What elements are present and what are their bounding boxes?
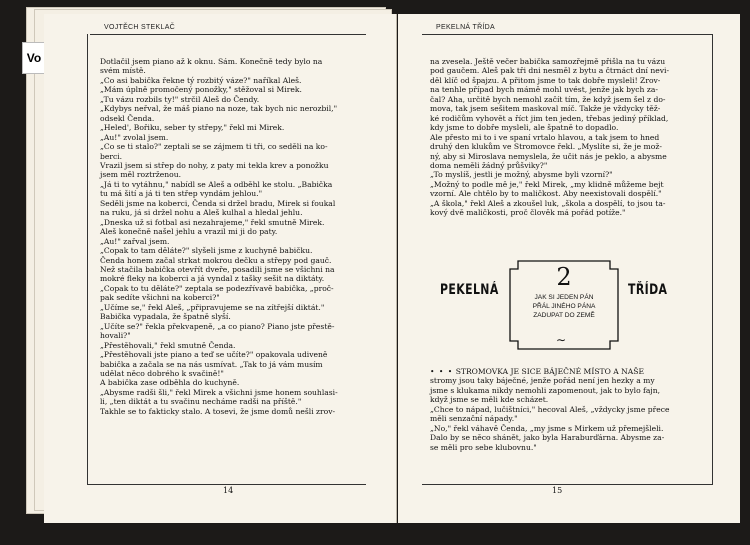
text-line: měli senzační nápady." <box>430 414 518 424</box>
text-line: mova, tak jsem sešitem maskoval míč. Takže je vždycky těž- <box>430 104 661 114</box>
text-line: „Možný to podle mě je," řekl Mirek, „my klidně můžeme bejt <box>430 179 664 189</box>
text-line: mokré fleky na koberci a já vyndal z tašky sešit na diktáty. <box>100 274 325 284</box>
text-line: „Co asi babička řekne tý rozbitý váze?" naříkal Aleš. <box>100 75 302 85</box>
text-line: „Přestěhovali," řekl smutně Čenda. <box>100 340 236 350</box>
chapter-subtitle-line: ZADUPAT DO ZEMĚ <box>533 312 595 320</box>
text-line: pod gaučem. Aleš pak tři dni nesměl z bytu a čtrnáct dní nevi- <box>430 66 670 76</box>
text-line: Seděli jsme na koberci, Čenda si držel bradu, Mirek si foukal <box>100 198 336 208</box>
text-line: pak sedíte všichni na koberci?" <box>100 293 220 303</box>
text-line: „Já ti to vytáhnu," nabídl se Aleš a odběhl ke stolu. „Babička <box>100 179 333 189</box>
text-line: Ale přesto mi to i ve spaní vrtalo hlavou, a tak jsem to hned <box>430 132 660 142</box>
text-line: „Dneska už si fotbal asi nezahrajeme," řekl smutně Mirek. <box>100 217 325 227</box>
text-line: ké rodičům vyhovět a říct jim ten jeden, třebas jediný příklad, <box>430 113 669 123</box>
right-page-body-top <box>430 57 700 218</box>
text-line: stromy jsou taky báječné, jenže pořád není jen hezky a my <box>430 376 655 386</box>
text-line: „Heled', Bořiku, seber ty střepy," řekl mi Mirek. <box>100 123 285 133</box>
text-line: „Učíme se," řekl Aleš, „připravujeme se na zítřejší diktát." <box>100 302 325 312</box>
right-top-rule <box>422 34 712 35</box>
right-bottom-rule <box>422 484 713 485</box>
text-line: druhý den klukům ve Stromovce řekl. „Myslíte si, že je mož- <box>430 142 662 152</box>
chapter-title-right-word: TŘÍDA <box>628 282 668 298</box>
text-line: kový dvě maličkosti, proč člověk má pořád potíže." <box>430 208 626 218</box>
text-line: li, „ten diktát a tu svačinu necháme radši na příště." <box>100 397 302 407</box>
text-line: ný, aby si Miroslava nemyslela, že učit nás je peklo, a abysme <box>430 151 667 161</box>
text-line: „Učíte se?" řekla překvapeně, „a co piano? Piano jste přestě- <box>100 321 335 331</box>
text-line: děl klíč od špajzu. A přitom jsme to tak dobře mysleli! Zrov- <box>430 75 661 85</box>
text-line: Než stačila babička otevřít dveře, posadili jsme se všichni na <box>100 264 335 274</box>
left-margin-rule <box>87 34 88 484</box>
text-line: „Abysme radši šli," řekl Mirek a všichni jsme honem souhlasi- <box>100 387 338 397</box>
text-line: Aleš konečně našel jehlu a vrazil mi ji do paty. <box>100 227 278 237</box>
text-line: „A škola," řekl Aleš a zkoušel luk, „škola a dospělí, to jsou ta- <box>430 198 666 208</box>
text-line: babička a začala se na nás usmívat. „Tak to já vám musím <box>100 359 323 369</box>
right-running-head: PEKELNÁ TŘÍDA <box>436 24 496 31</box>
text-line: „Copak to tam děláte?" slyšeli jsme z kuchyně babičku. <box>100 246 313 256</box>
text-line: Babička vypadala, že špatně slyší. <box>100 312 231 322</box>
text-line: jsem měl roztrženou. <box>100 170 182 180</box>
section-bullets: • • • <box>430 367 454 376</box>
chapter-title-left-word: PEKELNÁ <box>440 282 499 298</box>
text-line: „To myslíš, jestli je možný, abysme byli vzorní?" <box>430 170 613 180</box>
chapter-subtitle-line: PŘÁL JINÉHO PÁNA <box>532 303 596 311</box>
text-line: odsekl Čenda. <box>100 113 155 123</box>
text-line: když jsme se měli kde scházet. <box>430 395 549 405</box>
text-line <box>430 367 700 376</box>
text-line: udělat něco dobrého k svačině!" <box>100 368 224 378</box>
chapter-heading-box <box>508 259 620 351</box>
chapter-subtitle <box>508 293 620 321</box>
text-line: „No," řekl váhavě Čenda, „my jsme s Mirkem už přemejšleli. <box>430 423 664 433</box>
text-line: Takhle se to fakticky stalo. A tosevi, že jsme domů nešli zrov- <box>100 406 336 416</box>
text-line: hovali?" <box>100 331 131 341</box>
left-running-head: VOJTĚCH STEKLAČ <box>104 24 176 31</box>
text-line: doma neměli žádný průšviky?" <box>430 160 548 170</box>
text-line: „Tu vázu rozbils ty!" strčil Aleš do Čendy. <box>100 94 260 104</box>
text-line: Dalo by se něco shánět, jako byla Haraburďárna. Abysme za- <box>430 433 665 443</box>
text-line: „Chce to nápad, lučištníci," hecoval Aleš, „vždycky jsme přece <box>430 404 670 414</box>
text-line: na ruku, já si držel nohu a Aleš kulhal a hledal jehlu. <box>100 208 303 218</box>
spine-label: Vo <box>22 42 46 74</box>
chapter-number: 2 <box>556 263 572 291</box>
text-line: na zvesela. Ještě večer babička samozřejmě přišla na tu vázu <box>430 57 666 66</box>
text-line: vzorní. Ale chtělo by to maličkost. Aby neexistovali dospělí." <box>430 189 662 199</box>
text-line: Vrazil jsem si střep do nohy, z paty mi tekla krev a ponožku <box>100 160 329 170</box>
left-page-body <box>100 57 362 416</box>
text-line-content: STROMOVKA JE SICE BÁJEČNÉ MÍSTO A NAŠE <box>455 367 644 376</box>
text-line: „Mám úplně promočený ponožky," stěžoval si Mirek. <box>100 85 302 95</box>
left-top-rule <box>90 34 366 35</box>
text-line: „Au!" zařval jsem. <box>100 236 170 246</box>
text-line: berci. <box>100 151 123 161</box>
text-line: „Přestěhovali jste piano a teď se učíte?" opakovala udiveně <box>100 350 328 360</box>
text-line: kdy jsme to dobře mysleli, ale špatně to dopadlo. <box>430 123 619 133</box>
text-line: Dotlačil jsem piano až k oknu. Sám. Konečně tedy bylo na <box>100 57 323 66</box>
page-number-left: 14 <box>223 486 234 495</box>
text-line: se měli pro sebe klubovnu." <box>430 442 537 452</box>
text-line: na tenhle případ bych mámě mohl uvést, jenže jak bych za- <box>430 85 658 95</box>
text-line: „Kdybys neřval, že máš piano na noze, tak bych nic nerozbil," <box>100 104 338 114</box>
text-line: „Copak to tu děláte?" zeptala se podezřívavě babička, „proč- <box>100 283 334 293</box>
ornament-icon: ∼ <box>556 333 567 347</box>
chapter-subtitle-line: JAK SI JEDEN PÁN <box>534 294 594 301</box>
text-line: jsme s klukama nikdy nemohli zapomenout, jak to bylo fajn, <box>430 385 661 395</box>
text-line: čal? Aha, určitě bych nemohl začít tím, že když jsem šel z do- <box>430 94 666 104</box>
text-line: „Co se ti stalo?" zeptali se se zájmem ti tři, co seděli na ko- <box>100 142 328 152</box>
right-margin-rule <box>712 34 713 484</box>
text-line: Čenda honem začal strkat mokrou dečku a střepy pod gauč. <box>100 255 332 265</box>
text-line: svém místě. <box>100 66 146 76</box>
page-number-right: 15 <box>552 486 563 495</box>
text-line: tu má šití a já ti ten střep vyndám jehlou." <box>100 189 263 199</box>
right-page-body-bottom <box>430 367 700 452</box>
left-bottom-rule <box>87 484 366 485</box>
text-line: „Au!" zvolal jsem. <box>100 132 169 142</box>
text-line: A babička zase odběhla do kuchyně. <box>100 378 240 388</box>
